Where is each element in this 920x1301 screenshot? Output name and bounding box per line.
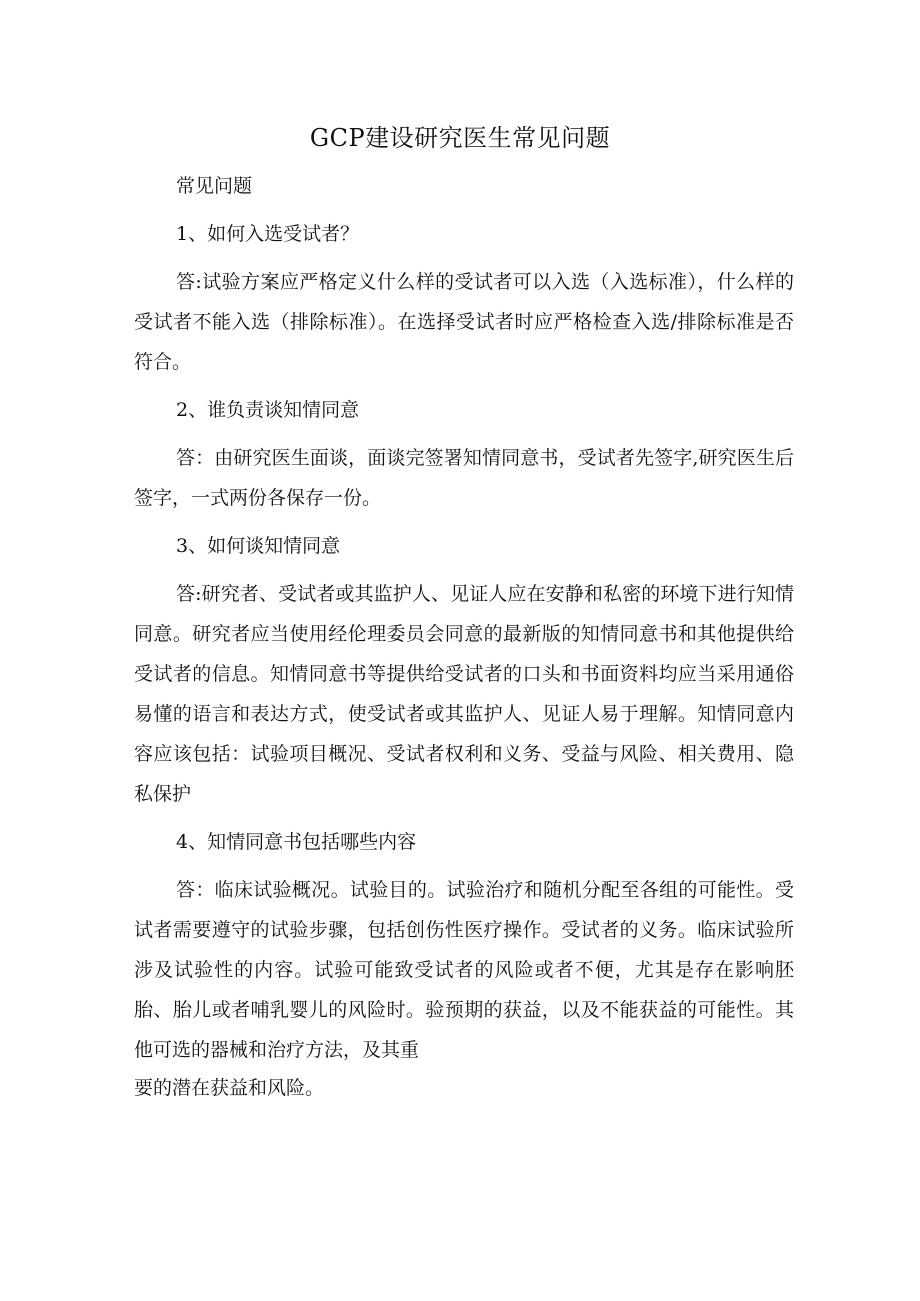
answer-2: 答：由研究医生面谈，面谈完签署知情同意书，受试者先签字,研究医生后签字，一式两份各保存一份。 — [134, 447, 794, 509]
answer-1: 答:试验方案应严格定义什么样的受试者可以入选（入选标准），什么样的受试者不能入选（排除标准）。在选择受试者时应严格检查入选/排除标准是否符合。 — [134, 271, 794, 373]
answer-4-continuation: 要的潜在获益和风险。 — [134, 1077, 325, 1099]
document-body — [134, 166, 794, 1106]
section-heading: 常见问题 — [176, 175, 253, 197]
question-4: 4、知情同意书包括哪些内容 — [176, 831, 417, 853]
question-1: 1、如何入选受试者？ — [176, 223, 360, 245]
document-title: GCP建设研究医生常见问题 — [309, 124, 611, 152]
question-2: 2、谁负责谈知情同意 — [176, 399, 360, 421]
answer-3: 答:研究者、受试者或其监护人、见证人应在安静和私密的环境下进行知情同意。研究者应当使用经伦理委员会同意的最新版的知情同意书和其他提供给受试者的信息。知情同意书等提供给受试者的口头和书面资料均应当采用通俗易懂的语言和表达方式，使受试者或其监护人、见证人易于理解。知情同意内容应该包括：试验项目概况、受试者权利和义务、受益与风险、相关费用、隐私保护 — [134, 583, 794, 805]
question-3: 3、如何谈知情同意 — [176, 535, 341, 557]
answer-4: 答：临床试验概况。试验目的。试验治疗和随机分配至各组的可能性。受试者需要遵守的试验步骤，包括创伤性医疗操作。受试者的义务。临床试验所涉及试验性的内容。试验可能致受试者的风险或者不便，尤其是存在影响胚胎、胎儿或者哺乳婴儿的风险时。验预期的获益，以及不能获益的可能性。其他可选的器械和治疗方法，及其重 — [134, 879, 794, 1061]
